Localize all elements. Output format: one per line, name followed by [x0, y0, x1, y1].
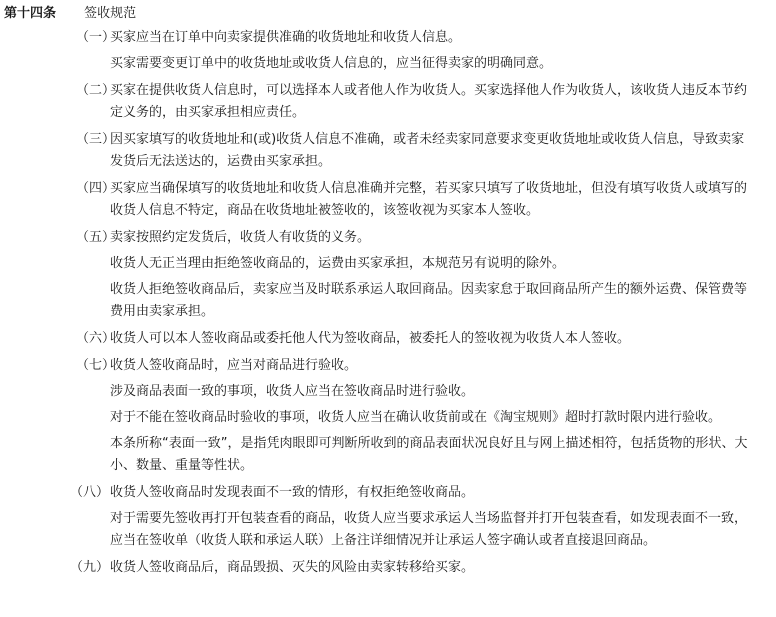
clause-body [110, 80, 750, 124]
clause-number: （四） [76, 181, 116, 196]
clause-body [110, 178, 750, 222]
clause-paragraph: 对于不能在签收商品时验收的事项，收货人应当在确认收货前或在《淘宝规则》超时打款时限内进行验收。 [110, 410, 722, 425]
clause-paragraph: 对于需要先签收再打开包装查看的商品，收货人应当要求承运人当场监督并打开包装查看，如发现表面不一致，应当在签收单（收货人联和承运人联）上备注详细情况并让承运人签字确认或者直接退回商品。 [110, 511, 748, 548]
clause-number: （六） [76, 331, 116, 346]
clause-number: （三） [76, 132, 116, 147]
clause-paragraph: 收货人签收商品后，商品毁损、灭失的风险由卖家转移给买家。 [110, 560, 475, 575]
clause-paragraph: 收货人可以本人签收商品或委托他人代为签收商品，被委托人的签收视为收货人本人签收。 [110, 331, 631, 346]
clause-body [110, 227, 750, 323]
clause-paragraph: 买家应当在订单中向卖家提供准确的收货地址和收货人信息。 [110, 30, 462, 45]
clause-paragraph: 收货人无正当理由拒绝签收商品的，运费由买家承担，本规范另有说明的除外。 [110, 256, 566, 271]
clause-paragraph: 卖家按照约定发货后，收货人有收货的义务。 [110, 230, 371, 245]
article-number: 第十四条 [4, 6, 57, 21]
clause-body [110, 482, 750, 552]
clause-paragraph: 买家在提供收货人信息时，可以选择本人或者他人作为收货人。买家选择他人作为收货人，该收货人违反本节约定义务的，由买家承担相应责任。 [110, 83, 748, 120]
clause-number: （二） [76, 83, 116, 98]
clause-paragraph: 收货人签收商品时发现表面不一致的情形，有权拒绝签收商品。 [110, 485, 475, 500]
article-title: 签收规范 [84, 6, 137, 21]
clause-item [0, 129, 776, 173]
clause-body [110, 328, 750, 350]
clause-paragraph: 涉及商品表面一致的事项，收货人应当在签收商品时进行验收。 [110, 384, 475, 399]
clause-number: （一） [76, 30, 116, 45]
clause-item [0, 482, 776, 552]
clause-paragraph: 买家应当确保填写的收货地址和收货人信息准确并完整，若买家只填写了收货地址，但没有填写收货人或填写的收货人信息不特定，商品在收货地址被签收的，该签收视为买家本人签收。 [110, 181, 748, 218]
clause-paragraph: 买家需要变更订单中的收货地址或收货人信息的，应当征得卖家的明确同意。 [110, 56, 553, 71]
clause-item [0, 227, 776, 323]
clause-body [110, 27, 750, 75]
clause-body [110, 129, 750, 173]
clause-paragraph: 收货人拒绝签收商品后，卖家应当及时联系承运人取回商品。因卖家怠于取回商品所产生的额外运费、保管费等费用由卖家承担。 [110, 282, 748, 319]
clause-paragraph: 收货人签收商品时，应当对商品进行验收。 [110, 358, 358, 373]
article-heading [4, 3, 136, 25]
clause-item [0, 80, 776, 124]
clause-number: （五） [76, 230, 116, 245]
clause-body [110, 557, 750, 579]
clause-body [110, 355, 750, 477]
clause-number: （七） [76, 358, 116, 373]
clause-number: （九） [70, 560, 110, 575]
clause-list [0, 27, 776, 584]
clause-paragraph: 本条所称“表面一致”，是指凭肉眼即可判断所收到的商品表面状况良好且与网上描述相符，包括货物的形状、大小、数量、重量等性状。 [110, 436, 748, 473]
clause-item [0, 178, 776, 222]
clause-item [0, 355, 776, 477]
clause-item [0, 557, 776, 579]
clause-number: （八） [70, 485, 110, 500]
clause-item [0, 328, 776, 350]
clause-item [0, 27, 776, 75]
clause-paragraph: 因买家填写的收货地址和(或)收货人信息不准确，或者未经卖家同意要求变更收货地址或收货人信息，导致卖家发货后无法送达的，运费由买家承担。 [110, 132, 745, 169]
